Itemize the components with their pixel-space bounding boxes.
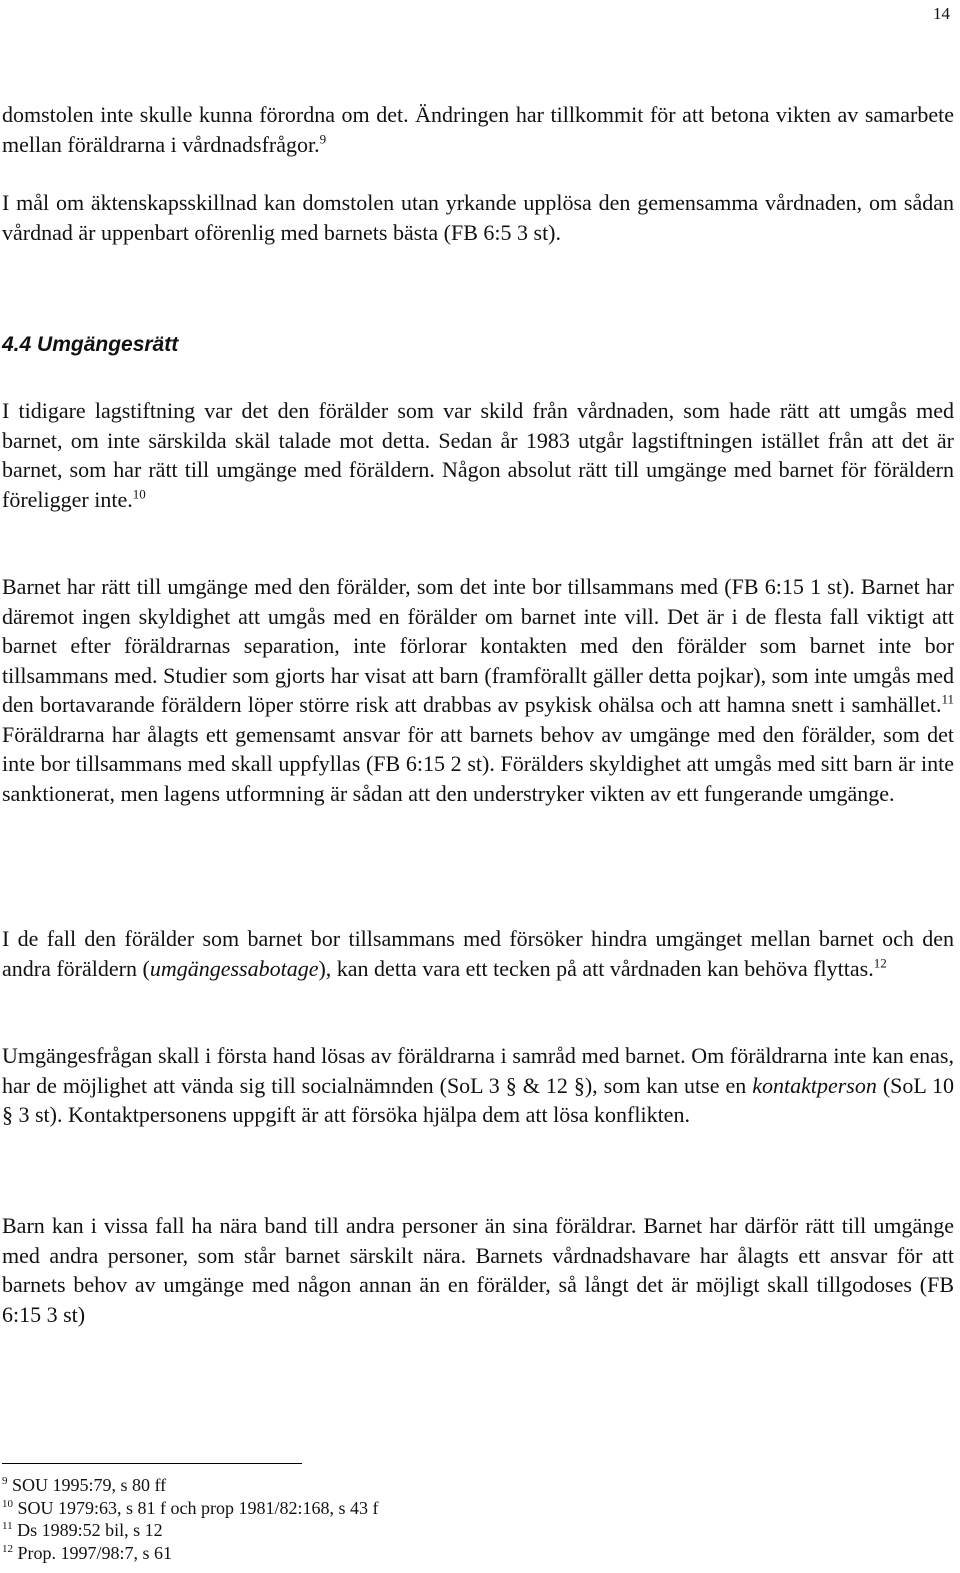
footnote-text: Prop. 1997/98:7, s 61 bbox=[17, 1542, 173, 1563]
footnote-text: Ds 1989:52 bil, s 12 bbox=[17, 1520, 163, 1540]
footnote-number: 10 bbox=[2, 1497, 13, 1510]
footnote-ref[interactable]: 10 bbox=[132, 486, 146, 502]
footnote-item bbox=[2, 1542, 379, 1565]
paragraph-text: Umgängesfrågan skall i första hand lösas av föräldrarna i samråd med barnet. Om föräldrarna inte kan enas, har de möjlighet att vända sig till socialnämnden (SoL 3 § & 12 §), som kan utse en bbox=[2, 1043, 954, 1098]
paragraph-sabotage bbox=[2, 924, 954, 983]
footnote-item bbox=[2, 1474, 379, 1497]
paragraph-other-persons bbox=[2, 1211, 954, 1329]
paragraph-child-right bbox=[2, 572, 954, 808]
footnote-ref[interactable]: 11 bbox=[941, 691, 954, 707]
page-number: 14 bbox=[933, 4, 950, 23]
paragraph-continuation bbox=[2, 100, 954, 159]
paragraph-text: I de fall den förälder som barnet bor tillsammans med försöker hindra umgänget mellan barnet och den andra föräldern ( bbox=[2, 926, 954, 981]
paragraph-text: I tidigare lagstiftning var det den förälder som var skild från vårdnaden, som hade rätt att umgås med barnet, om inte särskilda skäl talade mot detta. Sedan år 1983 utgår lagstiftningen istället från att det är barnet, som har rätt till umgänge med föräldern. Någon absolut rätt till umgänge med barnet för föräldern föreligger inte. bbox=[2, 398, 954, 512]
paragraph-text: Barnet har rätt till umgänge med den förälder, som det inte bor tillsammans med (FB 6:15 1 st). Barnet har däremot ingen skyldighet att umgås med en förälder om barnet inte vill. Det är i de flesta fall viktigt att barnet efter föräldrarnas separation, inte förlorar kontakten med den förälder som barnet inte bor tillsammans med. Studier som gjorts har visat att barn (framförallt gäller detta pojkar), som inte umgås med den bortavarande föräldern löper större risk att drabbas av psykisk ohälsa och att hamna snett i samhället. bbox=[2, 574, 954, 717]
paragraph-divorce bbox=[2, 188, 954, 247]
paragraph-text: Föräldrarna har ålagts ett gemensamt ansvar för att barnets behov av umgänge med den förälder, som det inte bor tillsammans med skall uppfyllas (FB 6:15 2 st). Förälders skyldighet att umgås med sitt barn är inte sanktionerat, men lagens utformning är sådan att den understryker vikten av ett fungerande umgänge. bbox=[2, 721, 954, 806]
paragraph-text: domstolen inte skulle kunna förordna om det. Ändringen har tillkommit för att betona vikten av samarbete mellan föräldrarna i vårdnadsfrågor. bbox=[2, 102, 954, 157]
footnote-item bbox=[2, 1519, 379, 1542]
footnote-ref[interactable]: 9 bbox=[319, 131, 327, 147]
footnote-number: 11 bbox=[2, 1520, 13, 1532]
paragraph-text: Barn kan i vissa fall ha nära band till andra personer än sina föräldrar. Barnet har därför rätt till umgänge med andra personer, som står barnet särskilt nära. Barnets vårdnadshavare har ålagts ett ansvar för att barnets behov av umgänge med någon annan än en förälder, så långt det är möjligt skall tillgodoses (FB 6:15 3 st) bbox=[2, 1213, 954, 1327]
paragraph-text: (SoL 10 § 3 st). Kontaktpersonens uppgift är att försöka hjälpa dem att lösa konflikten. bbox=[2, 1072, 955, 1127]
paragraph-history bbox=[2, 396, 954, 514]
footnote-divider bbox=[2, 1463, 302, 1464]
footnote-item bbox=[2, 1497, 379, 1520]
footnote-number: 12 bbox=[2, 1542, 13, 1555]
footnote-text: SOU 1995:79, s 80 ff bbox=[12, 1475, 167, 1495]
footnote-list bbox=[2, 1474, 379, 1564]
paragraph-text: ), kan detta vara ett tecken på att vårdnaden kan behöva flyttas. bbox=[318, 955, 874, 981]
italic-term: umgängessabotage bbox=[149, 955, 319, 981]
footnote-number: 9 bbox=[2, 1475, 8, 1487]
footnote-text: SOU 1979:63, s 81 f och prop 1981/82:168, s 43 f bbox=[17, 1497, 379, 1518]
section-heading: 4.4 Umgängesrätt bbox=[2, 333, 179, 356]
paragraph-contact-person bbox=[2, 1041, 954, 1130]
footnote-ref[interactable]: 12 bbox=[873, 955, 887, 971]
italic-term: kontaktperson bbox=[752, 1072, 877, 1098]
paragraph-text: I mål om äktenskapsskillnad kan domstolen utan yrkande upplösa den gemensamma vårdnaden, om sådan vårdnad är uppenbart oförenlig med barnets bästa (FB 6:5 3 st). bbox=[2, 190, 954, 245]
